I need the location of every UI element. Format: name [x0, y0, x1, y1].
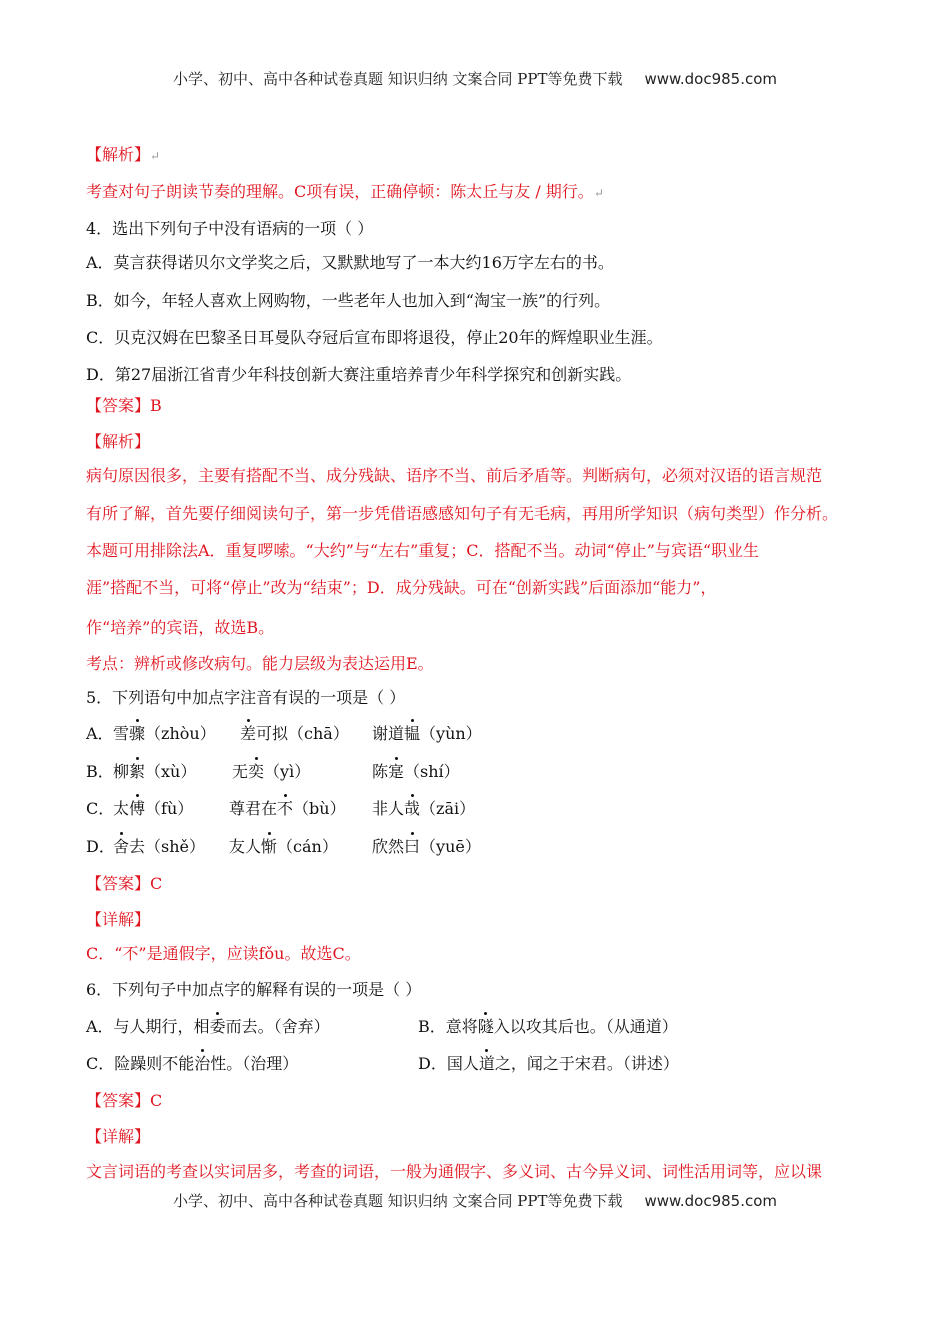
- q3-analysis-text: 考查对句子朗读节奏的理解。C项有误，正确停顿：陈太丘与友 / 期行。↵: [86, 182, 604, 201]
- q5-row-a: [86, 723, 482, 745]
- q5-item: 柳絮（xù）: [113, 762, 197, 781]
- footer-site[interactable]: www.doc985.com: [644, 1192, 778, 1210]
- q5-dotted-char: 傅: [129, 799, 146, 818]
- q6-dotted-char: 道: [478, 1054, 495, 1073]
- q5-row-c: [86, 798, 476, 820]
- q4-analysis-line: 本题可用排除法A．重复啰嗦。“大约”与“左右”重复；C．搭配不当。动词“停止”与宾语“职业生: [86, 541, 760, 560]
- q4-option-c: C．贝克汉姆在巴黎圣日耳曼队夺冠后宣布即将退役，停止20年的辉煌职业生涯。: [86, 328, 663, 347]
- q6-answer: 【答案】C: [86, 1091, 163, 1110]
- q5-row-d: [86, 836, 481, 858]
- q5-dotted-char: 惭: [261, 837, 278, 856]
- q4-option-a: A．莫言获得诺贝尔文学奖之后，又默默地写了一本大约16万字左右的书。: [86, 253, 614, 272]
- q5-dotted-char: 不: [277, 799, 294, 818]
- q4-option-b: B．如今，年轻人喜欢上网购物，一些老年人也加入到“淘宝一族”的行列。: [86, 291, 611, 310]
- q5-answer: 【答案】C: [86, 874, 163, 893]
- q6-option-a: A．与人期行，相委而去。（舍弃）: [86, 1017, 330, 1036]
- q6-dotted-char: 治: [194, 1054, 211, 1073]
- q5-dotted-char: 骤: [129, 724, 146, 743]
- q5-detail-text: C．“不”是通假字，应读fǒu。故选C。: [86, 944, 361, 963]
- q3-analysis-label: 【解析】↵: [86, 145, 161, 164]
- q5-item: 雪骤（zhòu）: [113, 724, 216, 743]
- q5-row-b: [86, 761, 460, 783]
- q4-stem: 4．选出下列句子中没有语病的一项（ ）: [86, 219, 374, 238]
- q5-dotted-char: 奕: [248, 762, 265, 781]
- q5-dotted-char: 曰: [404, 837, 421, 856]
- q4-analysis-label: 【解析】: [86, 432, 151, 451]
- q5-row-letter: B．: [86, 762, 114, 781]
- q4-answer: 【答案】B: [86, 396, 162, 415]
- q5-dotted-char: 絮: [129, 762, 146, 781]
- q5-stem: 5．下列语句中加点字注音有误的一项是（ ）: [86, 688, 406, 707]
- q6-option-c: C．险躁则不能治性。（治理）: [86, 1054, 299, 1073]
- q6-stem: 6．下列句子中加点字的解释有误的一项是（ ）: [86, 980, 422, 999]
- q4-analysis-line: 作“培养”的宾语，故选B。: [86, 618, 275, 637]
- q6-option-d: D．国人道之，闻之于宋君。（讲述）: [418, 1054, 679, 1073]
- page-footer: [0, 1190, 950, 1211]
- q5-item: 欣然曰（yuē）: [372, 837, 481, 856]
- q6-detail-label: 【详解】: [86, 1127, 151, 1146]
- q5-row-letter: D．: [86, 837, 115, 856]
- q5-item: 无奕（yì）: [232, 762, 311, 781]
- q5-item: 谢道韫（yùn）: [372, 724, 482, 743]
- q5-row-letter: C．: [86, 799, 115, 818]
- q4-option-d: D．第27届浙江省青少年科技创新大赛注重培养青少年科学探究和创新实践。: [86, 365, 632, 384]
- q4-analysis-line: 涯”搭配不当，可将“停止”改为“结束”；D．成分残缺。可在“创新实践”后面添加“能力”，: [86, 578, 717, 597]
- q4-analysis-line: 考点：辨析或修改病句。能力层级为表达运用E。: [86, 654, 434, 673]
- q6-detail-text: 文言词语的考查以实词居多，考查的词语，一般为通假字、多义词、古今异义词、词性活用词等，应以课: [86, 1162, 823, 1181]
- q5-dotted-char: 舍: [113, 837, 130, 856]
- q5-item: 友人惭（cán）: [229, 837, 338, 856]
- q5-item: 陈寔（shí）: [372, 762, 460, 781]
- q6-dotted-char: 隧: [477, 1017, 494, 1036]
- q5-dotted-char: 差: [240, 724, 257, 743]
- q5-detail-label: 【详解】: [86, 910, 151, 929]
- q5-item: 非人哉（zāi）: [372, 799, 476, 818]
- q5-row-letter: A．: [86, 724, 114, 743]
- q6-option-b: B．意将隧入以攻其后也。（从通道）: [418, 1017, 678, 1036]
- q5-dotted-char: 哉: [404, 799, 421, 818]
- footer-text: 小学、初中、高中各种试卷真题 知识归纳 文案合同 PPT等免费下载: [172, 1192, 623, 1210]
- q5-item: 尊君在不（bù）: [229, 799, 346, 818]
- q4-analysis-line: 有所了解，首先要仔细阅读句子，第一步凭借语感感知句子有无毛病，再用所学知识（病句类型）作分析。: [86, 504, 839, 523]
- q5-item: 太傅（fù）: [113, 799, 194, 818]
- q4-analysis-line: 病句原因很多，主要有搭配不当、成分残缺、语序不当、前后矛盾等。判断病句，必须对汉语的语言规范: [86, 466, 823, 485]
- page-header: [0, 68, 950, 89]
- q5-item: 差可拟（chā）: [240, 724, 349, 743]
- q5-dotted-char: 寔: [388, 762, 405, 781]
- header-site[interactable]: www.doc985.com: [644, 70, 778, 88]
- q6-dotted-char: 委: [209, 1017, 226, 1036]
- q5-item: 舍去（shě）: [113, 837, 206, 856]
- header-text: 小学、初中、高中各种试卷真题 知识归纳 文案合同 PPT等免费下载: [172, 70, 623, 88]
- q5-dotted-char: 韫: [404, 724, 421, 743]
